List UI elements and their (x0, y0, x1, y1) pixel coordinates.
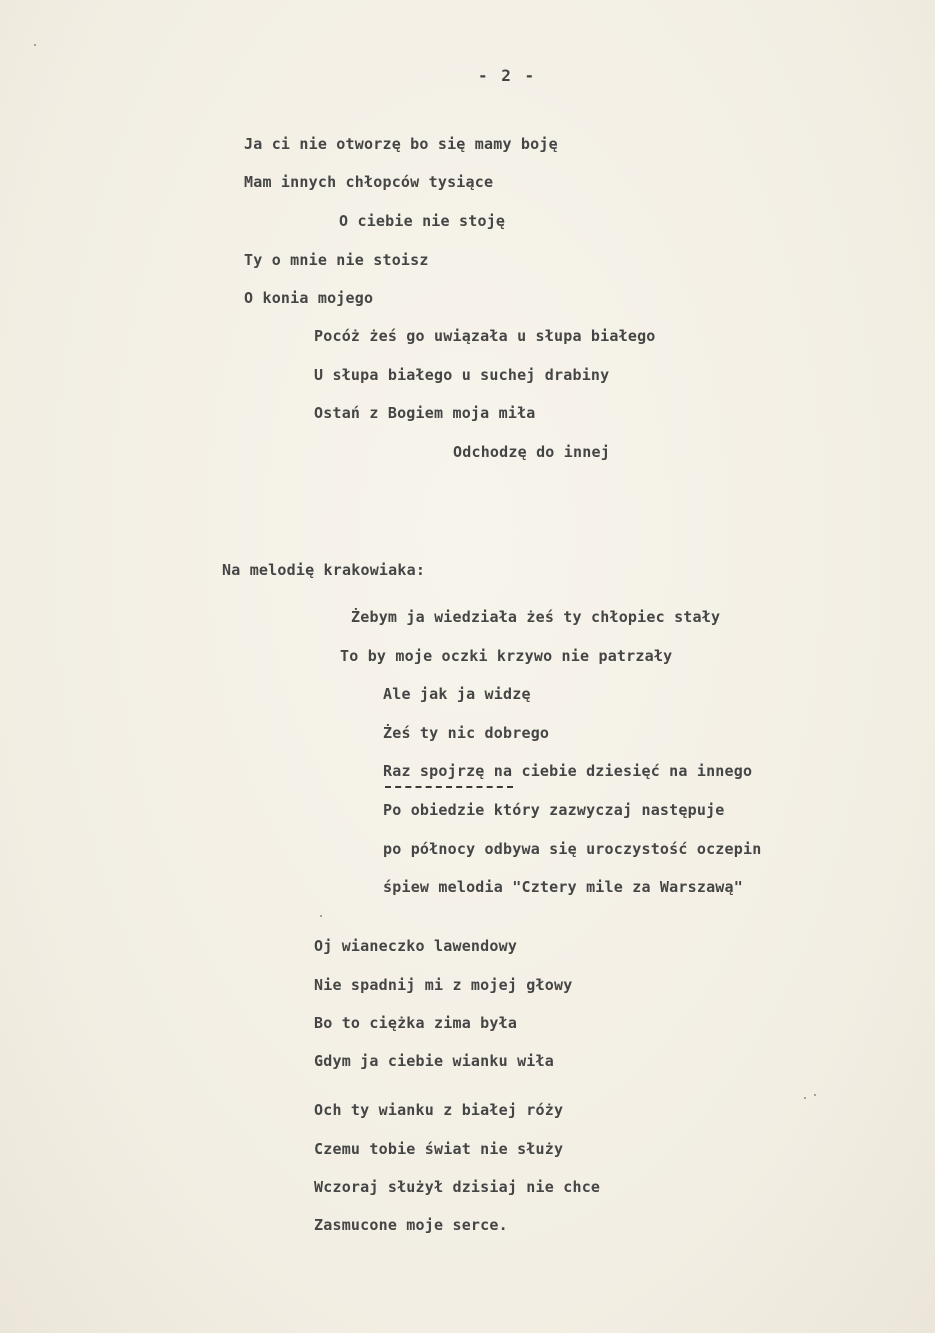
verse-line: Żebym ja wiedziała żeś ty chłopiec stały (351, 608, 721, 626)
verse-line: Ostań z Bogiem moja miła (314, 404, 536, 422)
verse-line: Odchodzę do innej (453, 443, 610, 461)
paper-speck (814, 1094, 816, 1096)
verse-line: O konia mojego (244, 289, 374, 307)
verse-line: Ale jak ja widzę (383, 685, 531, 703)
typed-underline (385, 786, 513, 788)
verse-line: Wczoraj służył dzisiaj nie chce (314, 1178, 601, 1196)
verse-line: Nie spadnij mi z mojej głowy (314, 976, 573, 994)
verse-line: Bo to ciężka zima była (314, 1014, 518, 1032)
verse-line: Oj wianeczko lawendowy (314, 937, 518, 955)
verse-line: Och ty wianku z białej róży (314, 1101, 564, 1119)
verse-line: U słupa białego u suchej drabiny (314, 366, 610, 384)
paper-speck (320, 915, 322, 917)
paper-speck (804, 1097, 806, 1099)
verse-line: Mam innych chłopców tysiące (244, 173, 494, 191)
verse-line: Ty o mnie nie stoisz (244, 251, 429, 269)
verse-line: Pocóż żeś go uwiązała u słupa białego (314, 327, 656, 345)
prose-line: Po obiedzie który zazwyczaj następuje (383, 801, 725, 819)
verse-line: Ja ci nie otworzę bo się mamy boję (244, 135, 558, 153)
verse-line: Żeś ty nic dobrego (383, 724, 550, 742)
paper-speck (34, 44, 36, 46)
verse-line: Raz spojrzę na ciebie dziesięć na innego (383, 762, 753, 780)
prose-line: po północy odbywa się uroczystość oczepin (383, 840, 762, 858)
verse-line: To by moje oczki krzywo nie patrzały (340, 647, 673, 665)
verse-line: Zasmucone moje serce. (314, 1216, 508, 1234)
section-heading: Na melodię krakowiaka: (222, 561, 426, 579)
verse-line: Gdym ja ciebie wianku wiła (314, 1052, 554, 1070)
page-number: - 2 - (478, 66, 537, 85)
verse-line: Czemu tobie świat nie służy (314, 1140, 564, 1158)
verse-line: O ciebie nie stoję (339, 212, 506, 230)
prose-line: śpiew melodia "Cztery mile za Warszawą" (383, 878, 743, 896)
